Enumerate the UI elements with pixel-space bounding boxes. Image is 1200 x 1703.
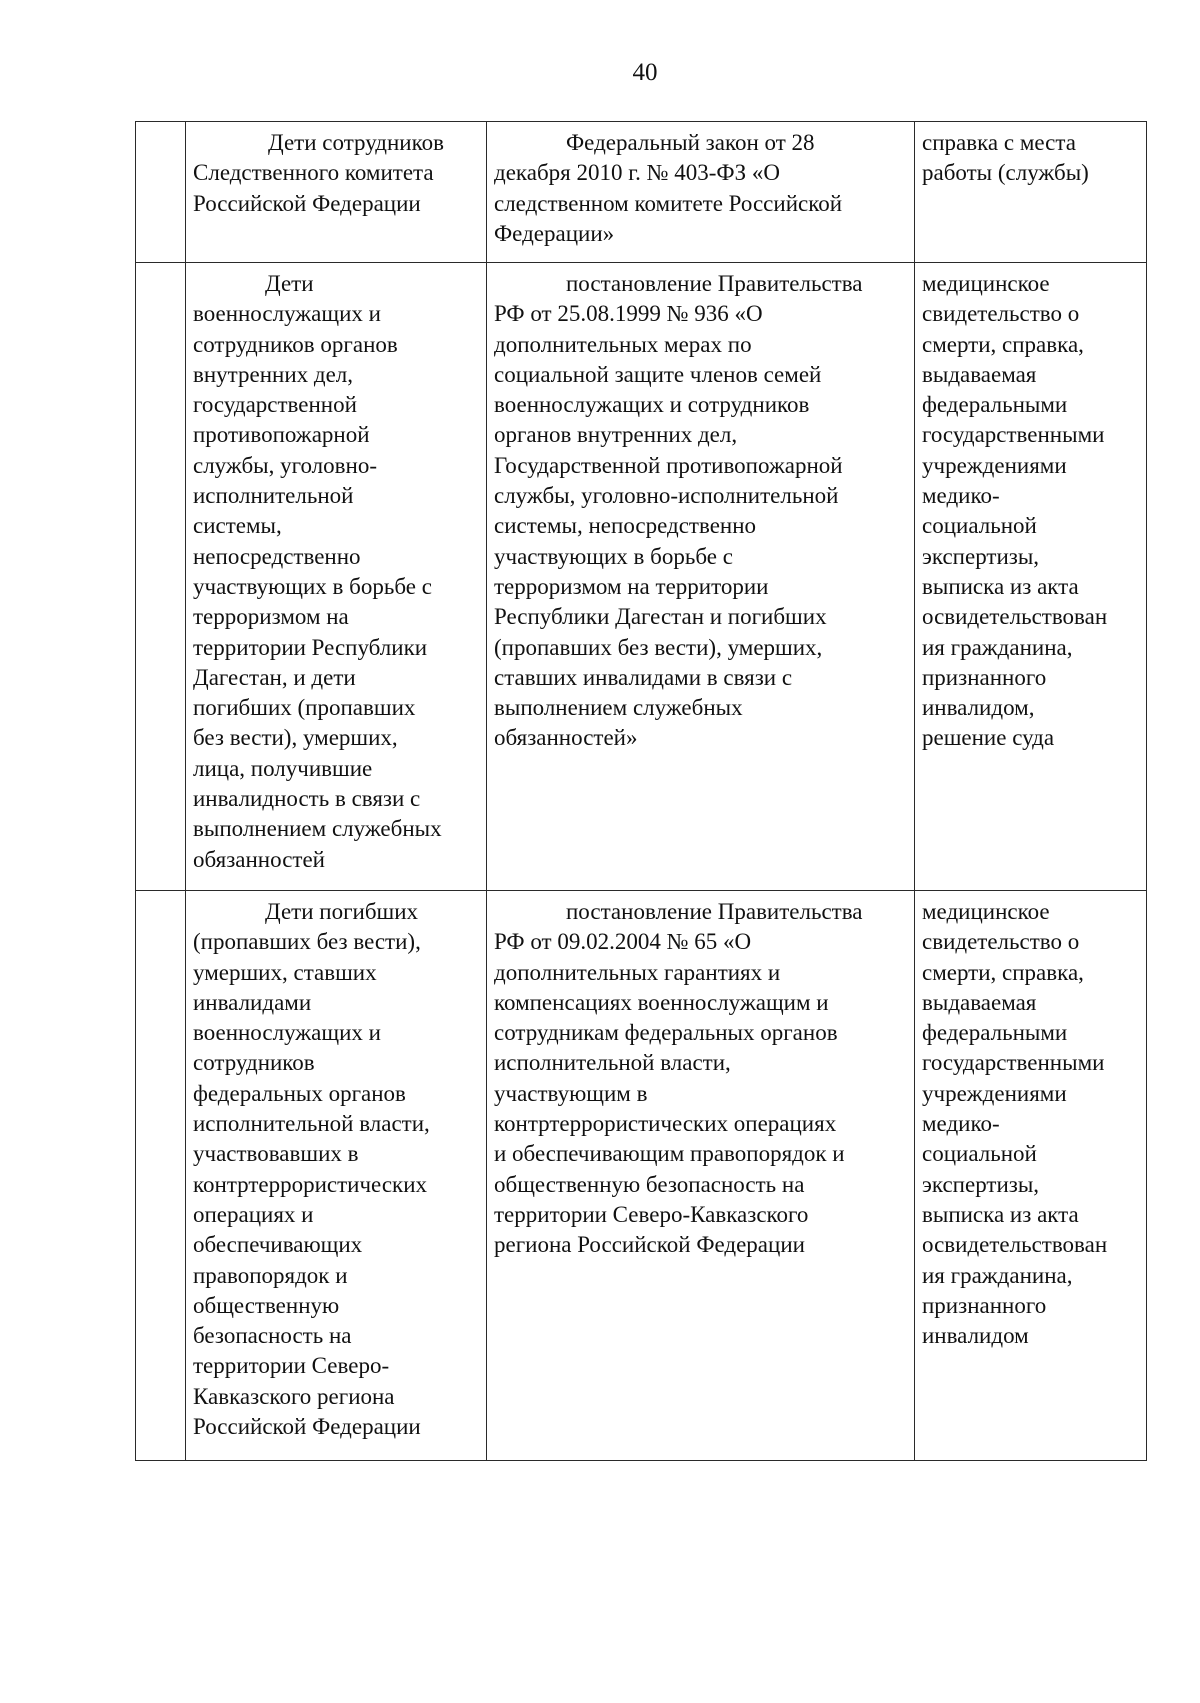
documents-text: медицинское свидетельство о смерти, справка, выдаваемая федеральными государственными учреждениями медико- социальной экспертизы, выписка из акта освидетельствован ия гражданина, признанного инвалидом	[922, 899, 1108, 1349]
legal-basis-text: постановление Правительства РФ от 25.08.1999 № 936 «О дополнительных мерах по социальной защите членов семей военнослужащих и сотрудников органов внутренних дел, Государственной противопожарной службы, уголовно-исполнительной системы, непосредственно участвующих в борьбе с терроризмом на территории Республики Дагестан и погибших (пропавших без вести), умерших, ставших инвалидами в связи с выполнением служебных обязанностей»	[494, 271, 863, 751]
category-cell	[186, 122, 487, 263]
legal-basis-text: постановление Правительства РФ от 09.02.2004 № 65 «О дополнительных гарантиях и компенсациях военнослужащим и сотрудникам федеральных органов исполнительной власти, участвующим в контртеррористических операциях и обеспечивающим правопорядок и общественную безопасность на территории Северо-Кавказского региона Российской Федерации	[494, 899, 863, 1258]
row-number-cell	[136, 263, 186, 891]
documents-text: медицинское свидетельство о смерти, справка, выдаваемая федеральными государственными учреждениями медико- социальной экспертизы, выписка из акта освидетельствован ия гражданина, признанного инвалидом, решение суда	[922, 271, 1108, 751]
legal-basis-cell	[487, 122, 915, 263]
table-row	[136, 263, 1147, 891]
benefits-table	[135, 121, 1147, 1461]
category-text: Дети военнослужащих и сотрудников органов внутренних дел, государственной противопожарной службы, уголовно- исполнительной системы, непосредственно участвующих в борьбе с терроризмом на территории Республики Дагестан, и дети погибших (пропавших без вести), умерших, лица, получившие инвалидность в связи с выполнением служебных обязанностей	[193, 271, 442, 872]
category-cell	[186, 891, 487, 1461]
legal-basis-text: Федеральный закон от 28 декабря 2010 г. № 403-ФЗ «О следственном комитете Российской Федерации»	[494, 130, 843, 246]
table-row	[136, 891, 1147, 1461]
legal-basis-cell	[487, 891, 915, 1461]
row-number-cell	[136, 122, 186, 263]
row-number-cell	[136, 891, 186, 1461]
documents-text: справка с места работы (службы)	[922, 130, 1089, 186]
documents-cell	[915, 263, 1147, 891]
legal-basis-cell	[487, 263, 915, 891]
category-text: Дети погибших (пропавших без вести), умерших, ставших инвалидами военнослужащих и сотрудников федеральных органов исполнительной власти, участвовавших в контртеррористических операциях и обеспечивающих правопорядок и общественную безопасность на территории Северо- Кавказского региона Российской Федерации	[193, 899, 430, 1440]
category-cell	[186, 263, 487, 891]
table-row	[136, 122, 1147, 263]
documents-cell	[915, 891, 1147, 1461]
documents-cell	[915, 122, 1147, 263]
page-number: 40	[632, 59, 658, 86]
category-text: Дети сотрудников Следственного комитета Российской Федерации	[193, 130, 444, 216]
